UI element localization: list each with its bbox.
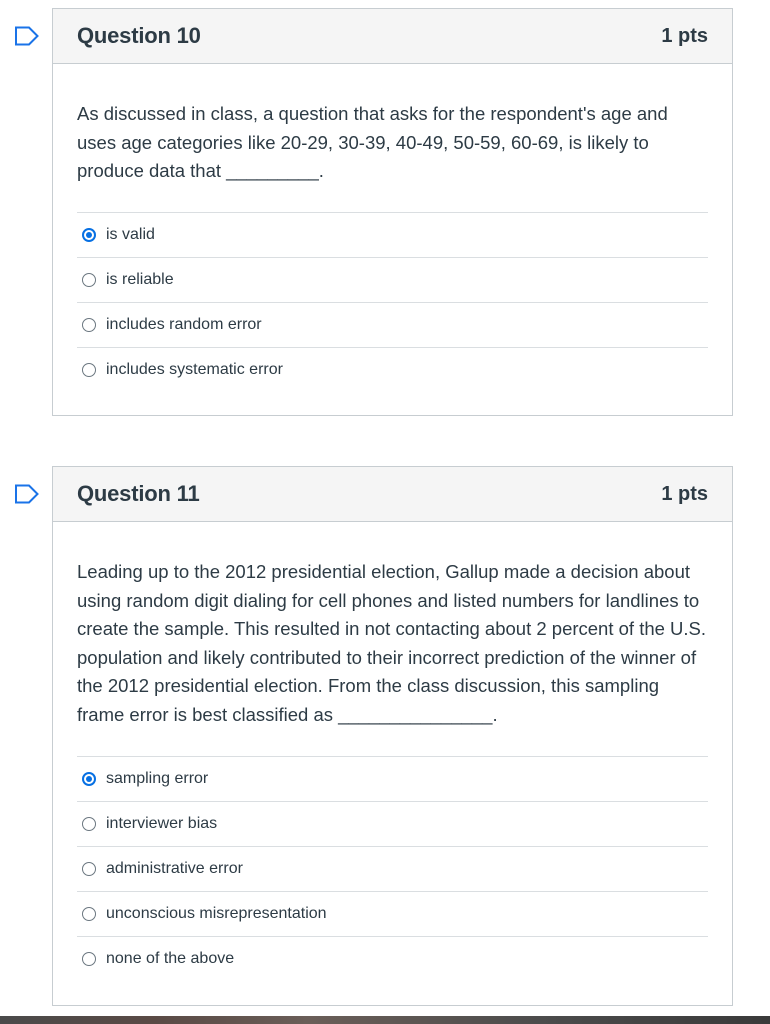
answer-label: interviewer bias xyxy=(106,814,218,832)
question-header xyxy=(53,9,732,64)
answer-label: sampling error xyxy=(106,769,209,787)
answer-option[interactable] xyxy=(77,303,708,348)
question-body xyxy=(53,558,732,981)
answer-label: includes random error xyxy=(106,315,262,333)
answer-option[interactable] xyxy=(77,892,708,937)
question-points: 1 pts xyxy=(661,482,708,505)
radio-unselected-icon[interactable] xyxy=(82,862,96,876)
answer-option[interactable] xyxy=(77,258,708,303)
question-body xyxy=(53,100,732,392)
answer-option[interactable] xyxy=(77,348,708,392)
radio-unselected-icon[interactable] xyxy=(82,273,96,287)
radio-unselected-icon[interactable] xyxy=(82,952,96,966)
radio-unselected-icon[interactable] xyxy=(82,363,96,377)
question-title: Question 11 xyxy=(77,481,200,506)
flag-question-10-icon[interactable] xyxy=(14,26,40,46)
question-10-card xyxy=(52,8,733,416)
question-points: 1 pts xyxy=(661,24,708,47)
question-text: As discussed in class, a question that asks for the respondent's age and uses age categories like 20-29, 30-39, 40-49, 50-59, 60-69, is likely to produce data that _________. xyxy=(77,103,668,182)
answer-label: includes systematic error xyxy=(106,360,283,378)
question-header xyxy=(53,467,732,522)
radio-unselected-icon[interactable] xyxy=(82,817,96,831)
answer-label: is reliable xyxy=(106,270,174,288)
flag-question-11-icon[interactable] xyxy=(14,484,40,504)
radio-unselected-icon[interactable] xyxy=(82,907,96,921)
question-title: Question 10 xyxy=(77,23,201,48)
answer-option[interactable] xyxy=(77,802,708,847)
answer-label: none of the above xyxy=(106,949,235,967)
window-bottom-edge xyxy=(0,1016,770,1024)
answer-label: unconscious misrepresentation xyxy=(106,904,327,922)
answer-list xyxy=(77,756,708,981)
answer-option[interactable] xyxy=(77,213,708,258)
answer-option[interactable] xyxy=(77,847,708,892)
question-text: Leading up to the 2012 presidential election, Gallup made a decision about using random digit dialing for cell phones and listed numbers for landlines to create the sample. This resulted in not contacting about 2 percent of the U.S. population and likely contributed to their incorrect prediction of the winner of the 2012 presidential election. From the class discussion, this sampling frame error is best classified as _______________. xyxy=(77,561,707,725)
answer-label: administrative error xyxy=(106,859,243,877)
radio-unselected-icon[interactable] xyxy=(82,318,96,332)
answer-label: is valid xyxy=(106,225,155,243)
answer-option[interactable] xyxy=(77,757,708,802)
radio-selected-icon[interactable] xyxy=(82,228,96,242)
answer-option[interactable] xyxy=(77,937,708,981)
answer-list xyxy=(77,212,708,392)
radio-selected-icon[interactable] xyxy=(82,772,96,786)
question-11-card xyxy=(52,466,733,1006)
